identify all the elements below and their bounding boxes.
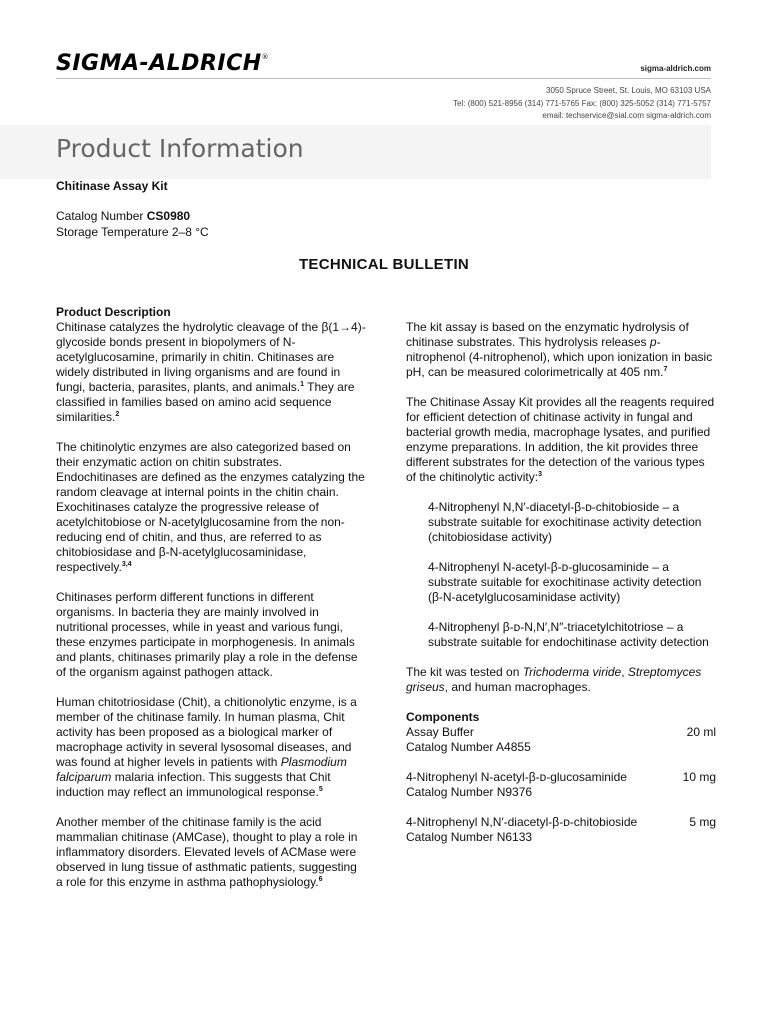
header-divider [56,78,711,79]
text: -nitrophenol (4-nitrophenol), which upon ionization in basic pH, can be measured colorimetrically at 405 nm. [406,335,713,379]
kit-overview-paragraph [406,395,716,485]
text: The Chitinase Assay Kit provides all the reagents required for efficient detection of chitinase activity in fungal and bacterial growth media, macrophage lysates, and purified enzyme preparations. In addition, the kit provides three different substrates for the detection of the various types of the chitinolytic activity: [406,395,715,484]
component-item [406,815,716,845]
website-link[interactable]: sigma-aldrich.com [640,64,711,73]
text: The kit assay is based on the enzymatic hydrolysis of chitinase substrates. This hydrolysis releases [406,320,689,349]
description-paragraph-1 [56,320,366,425]
component-amount: 10 mg [682,770,716,784]
catalog-line [56,209,190,224]
text: The kit was tested on [406,665,523,679]
italic-prefix: p [649,335,657,349]
tested-organisms-paragraph [406,665,716,695]
assay-principle-paragraph [406,320,716,380]
logo-text: SIGMA-ALDRICH [56,51,262,76]
text: The chitinolytic enzymes are also categorized based on their enzymatic action on chitin substrates. Endochitinases are defined as the enzymes catalyzing the random cleavage at internal points in the chitin chain. Exochitinases catalyze the progressive release of acetylchitobiose or N-acetylglucosamine from the non-reducing end of chitin, and thus, are referred to as chitobiosidase and β-N-acetylglucosaminidase, respectively. [56,440,365,574]
sigma-aldrich-logo [56,51,269,76]
reference: 1 [300,381,305,388]
contact-block [453,85,711,123]
text: They are classified in families based on amino acid sequence similarities. [56,380,355,424]
component-catalog: Catalog Number A4855 [406,740,531,754]
substrate-item: 4-Nitrophenyl N-acetyl-β-ᴅ-glucosaminide – a substrate suitable for exochitinase activity detection (β-N-acetylglucosaminidase activity) [428,560,702,604]
left-column [56,305,366,905]
product-name: Chitinase Assay Kit [56,179,168,193]
text: Another member of the chitinase family is the acid mammalian chitinase (AMCase), thought to play a role in inflammatory disorders. Elevated levels of ACMase were observed in lung tissue of asthmatic patients, suggesting a role for this enzyme in asthma pathophysiology. [56,815,358,889]
reference: 2 [115,411,120,418]
component-name: 4-Nitrophenyl N-acetyl-β-ᴅ-glucosaminide [406,770,627,784]
text: Human chitotriosidase (Chit), a chitionolytic enzyme, is a member of the chitinase family. In human plasma, Chit activity has been proposed as a biological marker of macrophage activity in several lysosomal diseases, and was found at higher levels in patients with [56,695,357,769]
product-description-heading: Product Description [56,305,171,319]
text: malaria infection. This suggests that Chit induction may reflect an immunological response. [56,770,331,799]
components-heading: Components [406,710,480,724]
component-amount: 20 ml [686,725,716,739]
component-item [406,725,716,755]
reference: 5 [318,786,323,793]
substrate-item: 4-Nitrophenyl β-ᴅ-N,N′,N″-triacetylchitotriose – a substrate suitable for endochitinase activity detection [428,620,709,649]
species-name: Streptomyces griseus [406,665,702,694]
reference: 3,4 [121,561,132,568]
text: Chitinase catalyzes the hydrolytic cleavage of the β(1→4)-glycoside bonds present in biopolymers of N-acetylglucosamine, primarily in chitin. Chitinases are widely distributed in living organisms and are found in fungi, bacteria, parasites, plants, and animals. [56,320,366,394]
email-line[interactable]: email: techservice@sial.com sigma-aldrich.com [542,111,711,120]
reference: 3 [538,471,542,478]
component-catalog: Catalog Number N9376 [406,785,533,799]
address: 3050 Spruce Street, St. Louis, MO 63103 USA [546,86,711,95]
component-catalog: Catalog Number N6133 [406,830,533,844]
description-paragraph-3: Chitinases perform different functions in different organisms. In bacteria they are mainly involved in nutritional processes, while in yeast and various fungi, these enzymes participate in morphogenesis. In animals and plants, chitinases primarily play a role in the defense of the organism against pathogen attack. [56,590,358,679]
species-name: Trichoderma viride [522,665,622,679]
component-name: 4-Nitrophenyl N,N′-diacetyl-β-ᴅ-chitobioside [406,815,638,829]
phone-fax: Tel: (800) 521-8956 (314) 771-5765 Fax: (800) 325-5052 (314) 771-5757 [453,98,711,108]
component-amount: 5 mg [689,815,716,829]
storage-temperature: Storage Temperature 2–8 °C [56,225,209,239]
component-name: Assay Buffer [406,725,474,739]
product-information-title: Product Information [56,134,304,163]
substrate-item: 4-Nitrophenyl N,N′-diacetyl-β-ᴅ-chitobioside – a substrate suitable for exochitinase activity detection (chitobiosidase activity) [428,500,702,544]
text: , [621,665,628,679]
description-paragraph-4 [56,695,366,800]
registered-mark: ® [261,53,270,61]
catalog-label: Catalog Number [56,209,147,223]
description-paragraph-2 [56,440,366,575]
description-paragraph-5 [56,815,366,890]
reference: 6 [318,876,323,883]
component-item [406,770,716,800]
catalog-number: CS0980 [146,209,191,223]
text: , and human macrophages. [444,680,591,694]
species-name: Plasmodium falciparum [56,755,347,784]
bulletin-title: TECHNICAL BULLETIN [298,256,470,273]
right-column [406,320,716,845]
reference: 7 [663,366,668,373]
